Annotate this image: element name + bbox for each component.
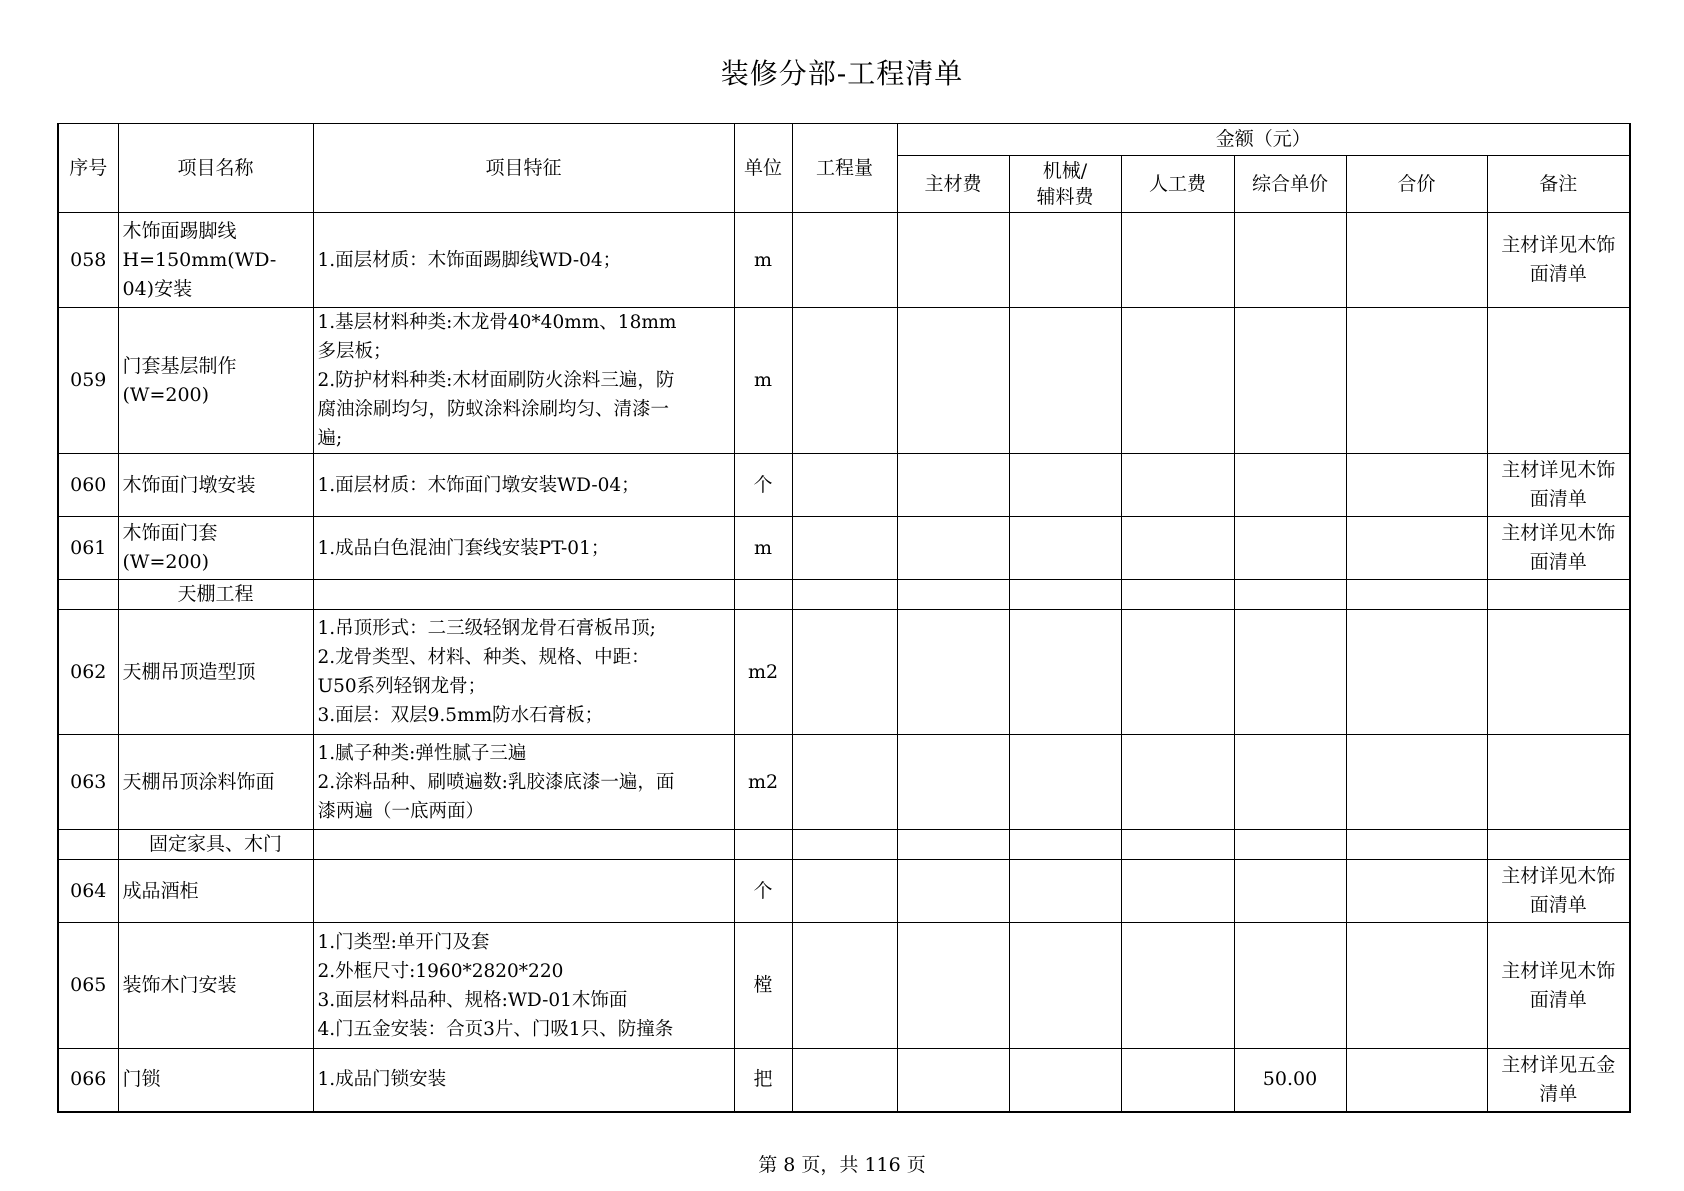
row-unit: 个 xyxy=(734,860,792,923)
row-main-material xyxy=(897,454,1009,517)
row-machinery xyxy=(1009,735,1121,830)
row-unit: 个 xyxy=(734,454,792,517)
row-unit: m xyxy=(734,213,792,308)
header-main-material: 主材费 xyxy=(897,156,1009,213)
row-quantity xyxy=(792,213,897,308)
row-seq: 065 xyxy=(58,923,118,1049)
row-seq: 060 xyxy=(58,454,118,517)
row-main-material xyxy=(897,517,1009,580)
header-seq: 序号 xyxy=(58,124,118,213)
row-total xyxy=(1346,735,1487,830)
row-features: 1.吊顶形式：二三级轻钢龙骨石膏板吊顶; 2.龙骨类型、材料、种类、规格、中距： U50系列轻钢龙骨； 3.面层：双层9.5mm防水石膏板； xyxy=(313,610,734,735)
row-total xyxy=(1346,860,1487,923)
table-row xyxy=(58,860,1630,923)
row-remark: 主材详见五金 清单 xyxy=(1487,1049,1630,1112)
row-unit: m xyxy=(734,308,792,454)
row-unit: m2 xyxy=(734,610,792,735)
table-row xyxy=(58,517,1630,580)
row-quantity xyxy=(792,860,897,923)
row-seq: 066 xyxy=(58,1049,118,1112)
row-unit: 把 xyxy=(734,1049,792,1112)
header-machinery: 机械/ 辅料费 xyxy=(1009,156,1121,213)
row-unit: m2 xyxy=(734,735,792,830)
row-total xyxy=(1346,308,1487,454)
row-unit-price xyxy=(1234,454,1346,517)
row-name: 门套基层制作 (W=200) xyxy=(118,308,313,454)
row-seq: 063 xyxy=(58,735,118,830)
row-quantity xyxy=(792,517,897,580)
header-unit: 单位 xyxy=(734,124,792,213)
table-row xyxy=(58,213,1630,308)
header-total: 合价 xyxy=(1346,156,1487,213)
row-labor xyxy=(1121,735,1234,830)
row-labor xyxy=(1121,454,1234,517)
row-remark: 主材详见木饰 面清单 xyxy=(1487,923,1630,1049)
row-features: 1.面层材质：木饰面踢脚线WD-04； xyxy=(313,213,734,308)
row-name: 天棚吊顶涂料饰面 xyxy=(118,735,313,830)
row-remark xyxy=(1487,308,1630,454)
row-quantity xyxy=(792,735,897,830)
row-machinery xyxy=(1009,1049,1121,1112)
row-main-material xyxy=(897,308,1009,454)
row-remark: 主材详见木饰 面清单 xyxy=(1487,860,1630,923)
row-machinery xyxy=(1009,860,1121,923)
row-features xyxy=(313,860,734,923)
row-main-material xyxy=(897,213,1009,308)
row-seq: 061 xyxy=(58,517,118,580)
row-total xyxy=(1346,923,1487,1049)
row-total xyxy=(1346,454,1487,517)
header-name: 项目名称 xyxy=(118,124,313,213)
row-unit: 樘 xyxy=(734,923,792,1049)
table-row xyxy=(58,610,1630,735)
row-labor xyxy=(1121,308,1234,454)
row-main-material xyxy=(897,610,1009,735)
row-seq: 059 xyxy=(58,308,118,454)
header-row-1 xyxy=(58,124,1630,156)
bill-of-quantities-table xyxy=(57,123,1631,1113)
table-row xyxy=(58,923,1630,1049)
row-remark: 主材详见木饰 面清单 xyxy=(1487,517,1630,580)
row-labor xyxy=(1121,1049,1234,1112)
row-main-material xyxy=(897,735,1009,830)
header-features: 项目特征 xyxy=(313,124,734,213)
section-title-furniture: 固定家具、木门 xyxy=(118,830,313,860)
row-machinery xyxy=(1009,923,1121,1049)
row-main-material xyxy=(897,1049,1009,1112)
row-quantity xyxy=(792,923,897,1049)
row-features: 1.成品门锁安装 xyxy=(313,1049,734,1112)
header-remark: 备注 xyxy=(1487,156,1630,213)
row-features: 1.腻子种类:弹性腻子三遍 2.涂料品种、刷喷遍数:乳胶漆底漆一遍，面 漆两遍（一底两面） xyxy=(313,735,734,830)
row-main-material xyxy=(897,923,1009,1049)
row-name: 木饰面踢脚线 H=150mm(WD- 04)安装 xyxy=(118,213,313,308)
row-name: 门锁 xyxy=(118,1049,313,1112)
row-name: 装饰木门安装 xyxy=(118,923,313,1049)
section-row xyxy=(58,830,1630,860)
table-row xyxy=(58,308,1630,454)
header-labor: 人工费 xyxy=(1121,156,1234,213)
row-labor xyxy=(1121,860,1234,923)
row-remark: 主材详见木饰 面清单 xyxy=(1487,454,1630,517)
row-quantity xyxy=(792,308,897,454)
row-machinery xyxy=(1009,308,1121,454)
row-main-material xyxy=(897,860,1009,923)
row-labor xyxy=(1121,610,1234,735)
section-title-ceiling: 天棚工程 xyxy=(118,580,313,610)
row-quantity xyxy=(792,610,897,735)
row-features: 1.门类型:单开门及套 2.外框尺寸:1960*2820*220 3.面层材料品种、规格:WD-01木饰面 4.门五金安装：合页3片、门吸1只、防撞条 xyxy=(313,923,734,1049)
row-name: 天棚吊顶造型顶 xyxy=(118,610,313,735)
header-amount: 金额（元） xyxy=(897,124,1630,156)
row-labor xyxy=(1121,923,1234,1049)
row-seq: 064 xyxy=(58,860,118,923)
row-labor xyxy=(1121,213,1234,308)
row-seq: 062 xyxy=(58,610,118,735)
row-remark xyxy=(1487,610,1630,735)
row-name: 成品酒柜 xyxy=(118,860,313,923)
row-unit-price xyxy=(1234,923,1346,1049)
section-row xyxy=(58,580,1630,610)
row-unit-price xyxy=(1234,213,1346,308)
row-name: 木饰面门墩安装 xyxy=(118,454,313,517)
table-row xyxy=(58,1049,1630,1112)
page-number: 第 8 页，共 116 页 xyxy=(758,1154,926,1176)
row-machinery xyxy=(1009,517,1121,580)
row-features: 1.基层材料种类:木龙骨40*40mm、18mm 多层板； 2.防护材料种类:木材面刷防火涂料三遍，防 腐油涂刷均匀，防蚁涂料涂刷均匀、清漆一 遍; xyxy=(313,308,734,454)
row-total xyxy=(1346,1049,1487,1112)
row-machinery xyxy=(1009,213,1121,308)
row-features: 1.面层材质：木饰面门墩安装WD-04； xyxy=(313,454,734,517)
row-unit-price xyxy=(1234,735,1346,830)
header-quantity: 工程量 xyxy=(792,124,897,213)
header-unit-price: 综合单价 xyxy=(1234,156,1346,213)
row-machinery xyxy=(1009,610,1121,735)
row-labor xyxy=(1121,517,1234,580)
row-total xyxy=(1346,610,1487,735)
row-unit-price: 50.00 xyxy=(1234,1049,1346,1112)
row-unit-price xyxy=(1234,860,1346,923)
row-quantity xyxy=(792,1049,897,1112)
row-total xyxy=(1346,517,1487,580)
row-name: 木饰面门套 (W=200) xyxy=(118,517,313,580)
row-unit-price xyxy=(1234,308,1346,454)
row-machinery xyxy=(1009,454,1121,517)
row-seq: 058 xyxy=(58,213,118,308)
row-total xyxy=(1346,213,1487,308)
row-features: 1.成品白色混油门套线安装PT-01； xyxy=(313,517,734,580)
row-unit: m xyxy=(734,517,792,580)
table-row xyxy=(58,454,1630,517)
page-title: 装修分部-工程清单 xyxy=(720,57,964,90)
row-unit-price xyxy=(1234,517,1346,580)
table-row xyxy=(58,735,1630,830)
row-unit-price xyxy=(1234,610,1346,735)
row-quantity xyxy=(792,454,897,517)
row-remark: 主材详见木饰 面清单 xyxy=(1487,213,1630,308)
row-remark xyxy=(1487,735,1630,830)
